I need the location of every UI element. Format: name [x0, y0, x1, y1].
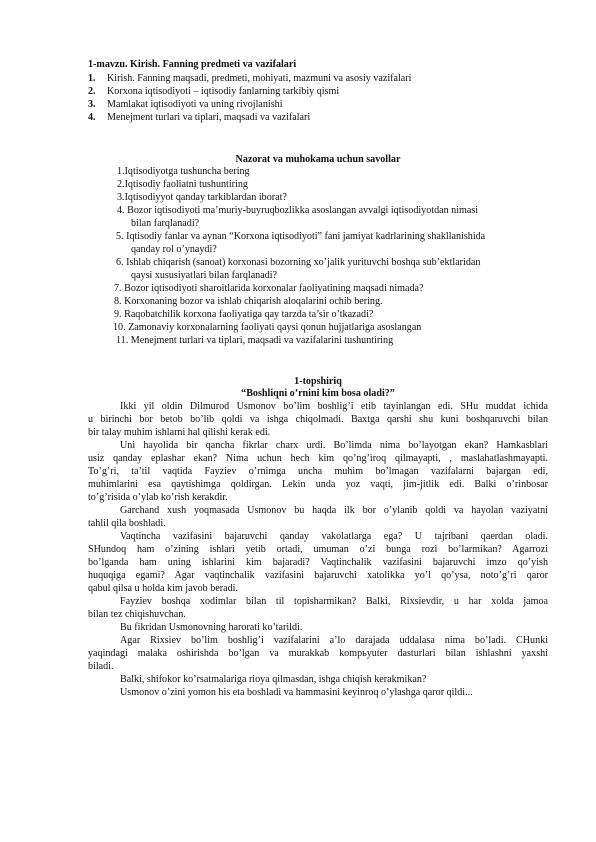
outline-number: 1.: [88, 73, 96, 84]
question-line: 1.Iqtisodiyotga tushuncha bering: [117, 166, 250, 177]
task-line: bilan tez chiqishuvchan.: [88, 609, 186, 620]
task-line: bo’lganda ham uning ishlarini kim bajaradi? Vaqtinchalik vazifasini bajaruvchi imzo qo’yish: [88, 557, 548, 568]
task-line: SHundoq ham o’zining ishlari yetib ortadi, umuman o’zi bunga rozi bo’larmikan? Agarrozi: [88, 544, 548, 555]
question-line: 7. Bozor iqtisodiyoti sharoitlarida korxonalar faoliyatining maqsadi nimada?: [114, 283, 424, 294]
task-subheading: “Boshliqni o’rnini kim bosa oladi?”: [241, 388, 395, 399]
task-line: u birinchi bor betob bo’lib qoldi va ishga chiqolmadi. Baxtga qarshi shu kuni boshqaruvchi bilan: [88, 414, 548, 425]
task-line: Bu fikridan Usmonovning harorati ko’tarildi.: [120, 622, 303, 633]
question-line: 6. Ishlab chiqarish (sanoat) korxonasi bozorning xo’jalik yurituvchi boshqa sub’ektlaridan: [116, 257, 481, 268]
question-line: 3.Iqtisodiyyot qanday tarkiblardan iborat?: [117, 192, 287, 203]
task-line: Balki, shifokor ko’rsatmalariga rioya qilmasdan, ishga chiqish kerakmikan?: [120, 674, 427, 685]
task-line: bir talay muhim ishlarni hal qilishi kerak edi.: [88, 427, 271, 438]
task-line: Ikki yil oldin Dilmurod Usmonov bo’lim boshlig’i etib tayinlangan edi. SHu muddat ichida: [120, 401, 548, 412]
task-line: Fayziev boshqa xodimlar bilan til topisharmikan? Balki, Rixsievdir, u har xolda jamoa: [120, 596, 548, 607]
outline-item: Mamlakat iqtisodiyoti va uning rivojlanishi: [107, 99, 283, 110]
outline-number: 2.: [88, 86, 96, 97]
task-line: muhimlarini esa qaytishimga qoldirgan. Lekin unda yoz vaqti, jim-jitlik edi. Balki o’rinbosar: [88, 479, 548, 490]
outline-number: 3.: [88, 99, 96, 110]
question-line: 4. Bozor iqtisodiyoti ma’muriy-buyruqbozlikka asoslangan avvalgi iqtisodiyotdan nimasi: [117, 205, 479, 216]
task-heading: 1-topshiriq: [294, 376, 342, 387]
question-line: 10. Zamonaviy korxonalarning faoliyati qaysi qonun hujjatlariga asoslangan: [113, 322, 422, 333]
task-line: biladi.: [88, 661, 114, 672]
question-line: qaysi xususiyatlari bilan farqlanadi?: [131, 270, 278, 281]
task-line: Garchand xush yoqmasada Usmonov bu haqda ilk bor o’ylanib qoldi va hayolan vaziyatni: [120, 505, 548, 516]
task-line: Uni hayolida bir qancha fikrlar charx urdi. Bo’limda nima bo’layotgan ekan? Hamkasblari: [120, 440, 548, 451]
question-line: 8. Korxonaning bozor va ishlab chiqarish aloqalarini ochib bering.: [114, 296, 383, 307]
questions-heading: Nazorat va muhokama uchun savollar: [235, 154, 401, 165]
question-line: 2.Iqtisodiy faoliatni tushuntiring: [117, 179, 248, 190]
task-line: yaqindagi malaka oshirishda bo’lgan va murakkab kompьyuter dasturlari bilan ishlashni yaxshi: [88, 648, 548, 659]
task-line: To’g’ri, ta’til vaqtida Fayziev o’rnimga uncha muhim bo’lmagan vazifalarni bajargan edi,: [88, 466, 548, 477]
task-line: Vaqtincha vazifasini bajaruvchi qanday vakolatlarga ega? U tajribani qaerdan oladi.: [120, 531, 548, 542]
outline-item: Kirish. Fanning maqsadi, predmeti, mohiyati, mazmuni va asosiy vazifalari: [107, 73, 412, 84]
task-line: qabul qilsa u holda kim javob beradi.: [88, 583, 238, 594]
question-line: bilan farqlanadi?: [131, 218, 200, 229]
question-line: qanday rol o’ynaydi?: [131, 244, 217, 255]
question-line: 5. Iqtisodiy fanlar va aynan “Korxona iqtisodiyoti” fani jamiyat kadrlarining shakllanishida: [116, 231, 486, 242]
task-line: usiz qanday eplashar ekan? Nima uchun hech kim qo’ng’iroq qilmayapti, , maslahatlashmayapti.: [88, 453, 548, 464]
question-line: 9. Raqobatchilik korxona faoliyatiga qay tarzda ta’sir o’tkazadi?: [114, 309, 374, 320]
outline-item: Korxona iqtisodiyoti – iqtisodiy fanlarning tarkibiy qismi: [107, 86, 340, 97]
outline-number: 4.: [88, 112, 96, 123]
task-line: Agar Rixsiev bo’lim boshlig’i vazifalarini a’lo darajada uddalasa nima bo’ladi. CHunki: [120, 635, 548, 646]
outline-item: Menejment turlari va tiplari, maqsadi va vazifalari: [107, 112, 311, 123]
task-line: tahlil qila boshladi.: [88, 518, 166, 529]
topic-title: 1-mavzu. Kirish. Fanning predmeti va vazifalari: [88, 59, 297, 70]
task-line: Usmonov o’zini yomon his eta boshladi va hammasini keyinroq o’ylashga qaror qildi...: [120, 687, 473, 698]
question-line: 11. Menejment turlari va tiplari, maqsadi va vazifalarini tushuntiring: [116, 335, 394, 346]
task-line: to’g’risida o’ylab ko’rish kerakdir.: [88, 492, 228, 503]
task-line: huquqiga egami? Agar vaqtinchalik vazifasini bajaruvchi xatolikka yo’l qo’ysa, noto’g’ri qaror: [88, 570, 548, 581]
